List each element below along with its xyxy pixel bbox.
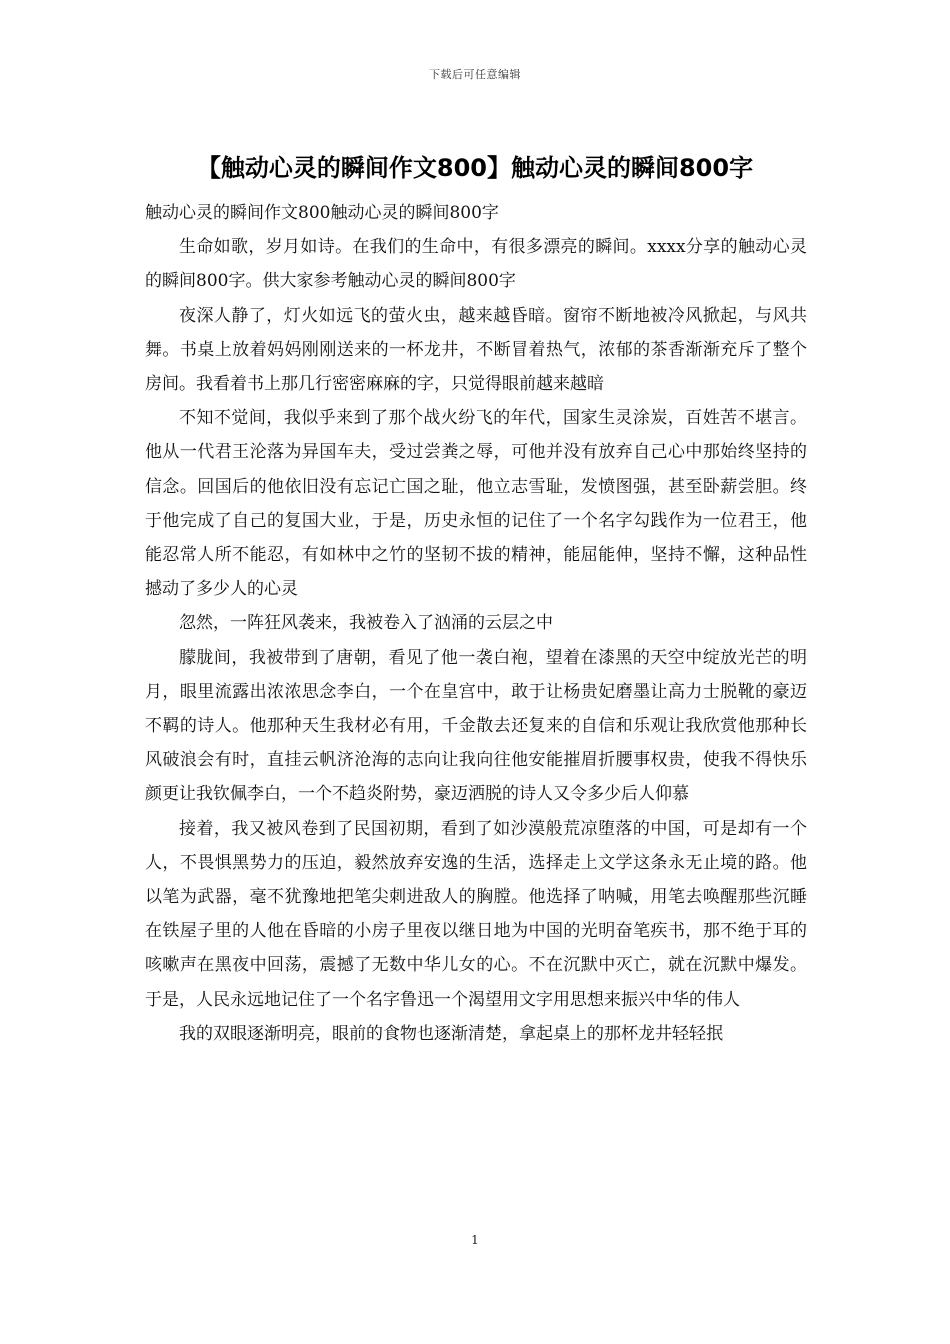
paragraph-3: 不知不觉间，我似乎来到了那个战火纷飞的年代，国家生灵涂炭，百姓苦不堪言。他从一代君王沦落为异国车夫，受过尝粪之辱，可他并没有放弃自己心中那始终坚持的信念。回国后的他依旧没有忘记亡国之耻，他立志雪耻，发愤图强，甚至卧薪尝胆。终于他完成了自己的复国大业，于是，历史永恒的记住了一个名字勾践作为一位君王，他能忍常人所不能忍，有如林中之竹的坚韧不拔的精神，能屈能伸，坚持不懈，这种品性撼动了多少人的心灵 <box>145 408 807 600</box>
paragraph-1: 生命如歌，岁月如诗。在我们的生命中，有很多漂亮的瞬间。xxxx分享的触动心灵的瞬间800字。供大家参考触动心灵的瞬间800字 <box>145 237 807 292</box>
paragraph-4: 忽然，一阵狂风袭来，我被卷入了汹涌的云层之中 <box>179 613 553 634</box>
paragraph-5: 朦胧间，我被带到了唐朝，看见了他一袭白袍，望着在漆黑的天空中绽放光芒的明月，眼里流露出浓浓思念李白，一个在皇宫中，敢于让杨贵妃磨墨让高力士脱靴的豪迈不羁的诗人。他那种天生我材必有用，千金散去还复来的自信和乐观让我欣赏他那种长风破浪会有时，直挂云帆济沧海的志向让我向往他安能摧眉折腰事权贵，使我不得快乐颜更让我钦佩李白，一个不趋炎附势，豪迈洒脱的诗人又令多少后人仰慕 <box>145 647 807 805</box>
document-title: 【触动心灵的瞬间作文800】触动心灵的瞬间800字 <box>196 154 754 182</box>
page-number: 1 <box>471 1233 479 1247</box>
document-subtitle: 触动心灵的瞬间作文800触动心灵的瞬间800字 <box>145 203 499 223</box>
document-body <box>145 196 807 1051</box>
paragraph-6: 接着，我又被风卷到了民国初期，看到了如沙漠般荒凉堕落的中国，可是却有一个人，不畏惧黑势力的压迫，毅然放弃安逸的生活，选择走上文学这条永无止境的路。他以笔为武器，毫不犹豫地把笔尖刺进敌人的胸膛。他选择了呐喊，用笔去唤醒那些沉睡在铁屋子里的人他在昏暗的小房子里夜以继日地为中国的光明奋笔疾书，那不绝于耳的咳嗽声在黑夜中回荡，震撼了无数中华儿女的心。不在沉默中灭亡，就在沉默中爆发。于是，人民永远地记住了一个名字鲁迅一个渴望用文字用思想来振兴中华的伟人 <box>145 818 807 1010</box>
header-note: 下载后可任意编辑 <box>429 68 521 81</box>
paragraph-2: 夜深人静了，灯火如远飞的萤火虫，越来越昏暗。窗帘不断地被冷风掀起，与风共舞。书桌上放着妈妈刚刚送来的一杯龙井，不断冒着热气，浓郁的茶香渐渐充斥了整个房间。我看着书上那几行密密麻麻的字，只觉得眼前越来越暗 <box>145 305 807 395</box>
paragraph-7: 我的双眼逐渐明亮，眼前的食物也逐渐清楚，拿起桌上的那杯龙井轻轻抿 <box>179 1023 723 1044</box>
